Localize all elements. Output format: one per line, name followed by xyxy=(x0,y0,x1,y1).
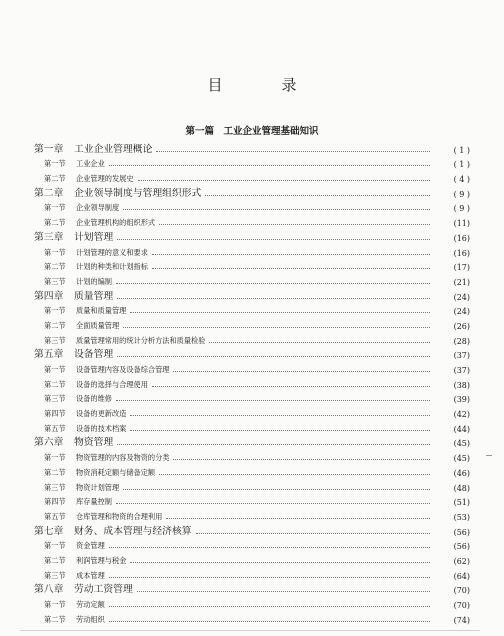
toc-entry-title: 物资消耗定额与储备定额 xyxy=(76,467,156,477)
toc-entry-number: 第五节 xyxy=(44,511,66,521)
dot-leader xyxy=(123,208,430,210)
toc-entry-number: 第三章 xyxy=(34,231,64,243)
toc-page-number: ( 9 ) xyxy=(453,189,470,199)
dot-leader xyxy=(123,326,430,328)
toc-entry-number: 第五章 xyxy=(34,349,64,361)
toc-entry-title: 劳动定额 xyxy=(76,600,105,609)
toc-page-number: (24) xyxy=(453,307,470,317)
toc-page-number: (53) xyxy=(453,512,470,522)
part-heading: 第一篇 工业企业管理基础知识 xyxy=(185,126,319,137)
toc-entry-number: 第二章 xyxy=(34,187,64,199)
toc-entry-number: 第六章 xyxy=(34,437,64,449)
page-bottom-edge xyxy=(20,630,480,631)
toc-page-number: (51) xyxy=(453,498,470,508)
dot-leader xyxy=(109,620,430,622)
toc-chapter-row xyxy=(34,346,470,361)
toc-section-row xyxy=(34,199,470,214)
toc-entry-title: 财务、成本管理与经济核算 xyxy=(74,525,192,537)
toc-page-number: (48) xyxy=(453,483,470,493)
toc-entry-title: 质量和质量管理 xyxy=(76,306,127,316)
toc-entry-title: 物资管理 xyxy=(74,437,114,449)
toc-entry-number: 第一节 xyxy=(44,306,66,316)
toc-entry-number: 第二节 xyxy=(44,262,66,272)
toc-entry-title: 企业领导制度与管理组织形式 xyxy=(74,187,202,199)
toc-page-number: (74) xyxy=(453,615,470,625)
toc-entry-number: 第一节 xyxy=(44,159,66,169)
toc-page-number: (37) xyxy=(453,366,470,375)
dot-leader xyxy=(116,399,430,401)
toc-page-number: (42) xyxy=(453,410,470,420)
toc-entry-title: 设备的更新改造 xyxy=(76,409,127,419)
toc-entry-title: 计划的编制 xyxy=(76,276,112,286)
dot-leader xyxy=(173,370,430,372)
toc-entry-number: 第四节 xyxy=(44,497,66,507)
toc-page-number: (45) xyxy=(453,454,470,464)
page-title: 目 录 xyxy=(207,76,319,94)
toc-page-number: (64) xyxy=(453,571,470,581)
dot-leader xyxy=(166,517,430,519)
toc-entry-number: 第三节 xyxy=(44,482,66,492)
toc-entry-title: 设备管理 xyxy=(74,349,114,361)
toc-chapter-row xyxy=(34,184,470,199)
toc-page-number: (62) xyxy=(453,556,470,566)
toc-chapter-row xyxy=(34,228,470,243)
toc-section-row xyxy=(34,155,470,170)
dot-leader xyxy=(156,150,430,152)
toc-entry-title: 设备的技术档案 xyxy=(76,423,127,433)
toc-entry-number: 第三节 xyxy=(44,276,66,286)
dot-leader xyxy=(116,282,430,284)
toc-section-row xyxy=(34,566,470,581)
dot-leader xyxy=(130,561,430,563)
toc-entry-title: 计划管理的意义和要求 xyxy=(76,247,148,257)
toc-section-row xyxy=(34,404,470,419)
dot-leader xyxy=(209,341,430,343)
toc-entry-number: 第二节 xyxy=(44,379,66,389)
toc-page-number: (38) xyxy=(453,380,470,390)
dot-leader xyxy=(116,502,430,504)
toc-entry-number: 第一节 xyxy=(44,365,66,374)
dot-leader xyxy=(117,355,430,357)
toc-section-row xyxy=(34,331,470,346)
toc-entry-number: 第七章 xyxy=(34,525,64,537)
dot-leader xyxy=(130,414,430,416)
dot-leader xyxy=(130,311,430,313)
toc-entry-title: 劳动组织 xyxy=(76,614,105,624)
toc-section-row xyxy=(34,375,470,390)
toc-page-number: (70) xyxy=(453,601,470,610)
toc-entry-number: 第二节 xyxy=(44,614,66,624)
table-of-contents xyxy=(34,140,470,625)
toc-entry-number: 第三节 xyxy=(44,394,66,404)
toc-entry-title: 质量管理 xyxy=(74,290,114,302)
toc-section-row xyxy=(34,213,470,228)
dot-leader xyxy=(109,605,430,607)
toc-page-number: (17) xyxy=(453,263,470,273)
toc-entry-title: 仓库管理和物资的合理利用 xyxy=(76,511,163,521)
toc-section-row xyxy=(34,595,470,610)
dot-leader xyxy=(173,458,430,460)
toc-entry-title: 物资计划管理 xyxy=(76,482,120,492)
toc-entry-number: 第四节 xyxy=(44,409,66,419)
dot-leader xyxy=(152,385,430,387)
toc-entry-number: 第一章 xyxy=(34,143,64,155)
toc-entry-title: 全面质量管理 xyxy=(76,320,120,330)
toc-page-number: (70) xyxy=(453,586,470,596)
toc-section-row xyxy=(34,493,470,508)
toc-entry-number: 第八章 xyxy=(34,584,64,596)
toc-entry-title: 企业管理的发展史 xyxy=(76,174,134,184)
toc-section-row xyxy=(34,316,470,331)
toc-entry-title: 资金管理 xyxy=(76,541,105,551)
toc-entry-number: 第五节 xyxy=(44,423,66,433)
toc-section-row xyxy=(34,537,470,552)
dot-leader xyxy=(117,238,430,240)
toc-page-number: (28) xyxy=(453,336,470,346)
margin-mark xyxy=(486,455,492,456)
toc-entry-number: 第一节 xyxy=(44,247,66,257)
toc-entry-title: 计划管理 xyxy=(74,231,114,243)
dot-leader xyxy=(205,194,430,196)
toc-page-number: (37) xyxy=(453,351,470,361)
toc-entry-title: 计划的种类和计划指标 xyxy=(76,262,148,272)
toc-chapter-row xyxy=(34,522,470,537)
dot-leader xyxy=(137,590,430,592)
toc-section-row xyxy=(34,448,470,463)
toc-entry-title: 成本管理 xyxy=(76,570,105,580)
toc-chapter-row xyxy=(34,287,470,302)
toc-section-row xyxy=(34,169,470,184)
toc-page-number: (11) xyxy=(453,219,470,229)
toc-page-number: (45) xyxy=(453,439,470,449)
toc-section-row xyxy=(34,390,470,405)
toc-entry-title: 利润管理与税金 xyxy=(76,555,127,565)
toc-entry-number: 第二节 xyxy=(44,174,66,184)
dot-leader xyxy=(109,546,430,548)
toc-entry-title: 劳动工资管理 xyxy=(74,584,133,596)
toc-entry-title: 企业领导制度 xyxy=(76,203,120,213)
toc-page-number: (56) xyxy=(453,527,470,537)
toc-entry-number: 第三节 xyxy=(44,570,66,580)
dot-leader xyxy=(109,576,430,578)
toc-entry-number: 第二节 xyxy=(44,320,66,330)
dot-leader xyxy=(109,164,430,166)
toc-entry-title: 设备的维修 xyxy=(76,394,112,404)
toc-chapter-row xyxy=(34,434,470,449)
toc-entry-number: 第四章 xyxy=(34,290,64,302)
toc-section-row xyxy=(34,507,470,522)
toc-entry-number: 第二节 xyxy=(44,467,66,477)
toc-entry-title: 物资管理的内容及物资的分类 xyxy=(76,453,170,463)
toc-entry-title: 企业管理机构的组织形式 xyxy=(76,218,156,228)
toc-section-row xyxy=(34,243,470,258)
toc-entry-number: 第一节 xyxy=(44,203,66,213)
toc-section-row xyxy=(34,551,470,566)
toc-entry-title: 设备的选择与合理使用 xyxy=(76,379,148,389)
dot-leader xyxy=(152,267,430,269)
toc-entry-number: 第二节 xyxy=(44,555,66,565)
dot-leader xyxy=(130,429,430,431)
dot-leader xyxy=(196,532,430,534)
toc-entry-title: 工业企业管理概论 xyxy=(74,143,153,155)
toc-page-number: (39) xyxy=(453,395,470,405)
toc-entry-title: 库存量控制 xyxy=(76,497,112,507)
toc-section-row xyxy=(34,258,470,273)
dot-leader xyxy=(123,488,430,490)
toc-entry-title: 工业企业 xyxy=(76,159,105,169)
toc-page-number: (26) xyxy=(453,321,470,331)
toc-section-row xyxy=(34,463,470,478)
toc-section-row xyxy=(34,302,470,317)
dot-leader xyxy=(117,443,430,445)
toc-entry-title: 质量管理常用的统计分析方法和质量检验 xyxy=(76,335,206,345)
toc-page-number: (44) xyxy=(453,424,470,434)
dot-leader xyxy=(159,473,430,475)
toc-section-row xyxy=(34,610,470,625)
toc-section-row xyxy=(34,272,470,287)
toc-page-number: ( 1 ) xyxy=(453,145,470,155)
dot-leader xyxy=(152,253,430,255)
toc-section-row xyxy=(34,478,470,493)
toc-entry-number: 第一节 xyxy=(44,600,66,609)
toc-entry-title: 设备管理内容及设备综合管理 xyxy=(76,365,170,374)
toc-entry-number: 第二节 xyxy=(44,218,66,228)
toc-page-number: (21) xyxy=(453,277,470,287)
dot-leader xyxy=(138,179,430,181)
toc-page-number: ( 1 ) xyxy=(453,160,470,170)
dot-leader xyxy=(117,297,430,299)
toc-page-number: (56) xyxy=(453,542,470,552)
toc-chapter-row xyxy=(34,140,470,155)
dot-leader xyxy=(159,223,430,225)
toc-page-number: (16) xyxy=(453,233,470,243)
toc-page-number: (46) xyxy=(453,468,470,478)
toc-entry-number: 第一节 xyxy=(44,541,66,551)
toc-entry-number: 第一节 xyxy=(44,453,66,463)
toc-section-row xyxy=(34,360,470,375)
toc-page-number: (16) xyxy=(453,248,470,258)
toc-entry-number: 第三节 xyxy=(44,335,66,345)
toc-section-row xyxy=(34,419,470,434)
toc-chapter-row xyxy=(34,581,470,596)
toc-page-number: (24) xyxy=(453,292,470,302)
toc-page-number: ( 4 ) xyxy=(453,175,470,185)
toc-page-number: ( 9 ) xyxy=(453,204,470,214)
